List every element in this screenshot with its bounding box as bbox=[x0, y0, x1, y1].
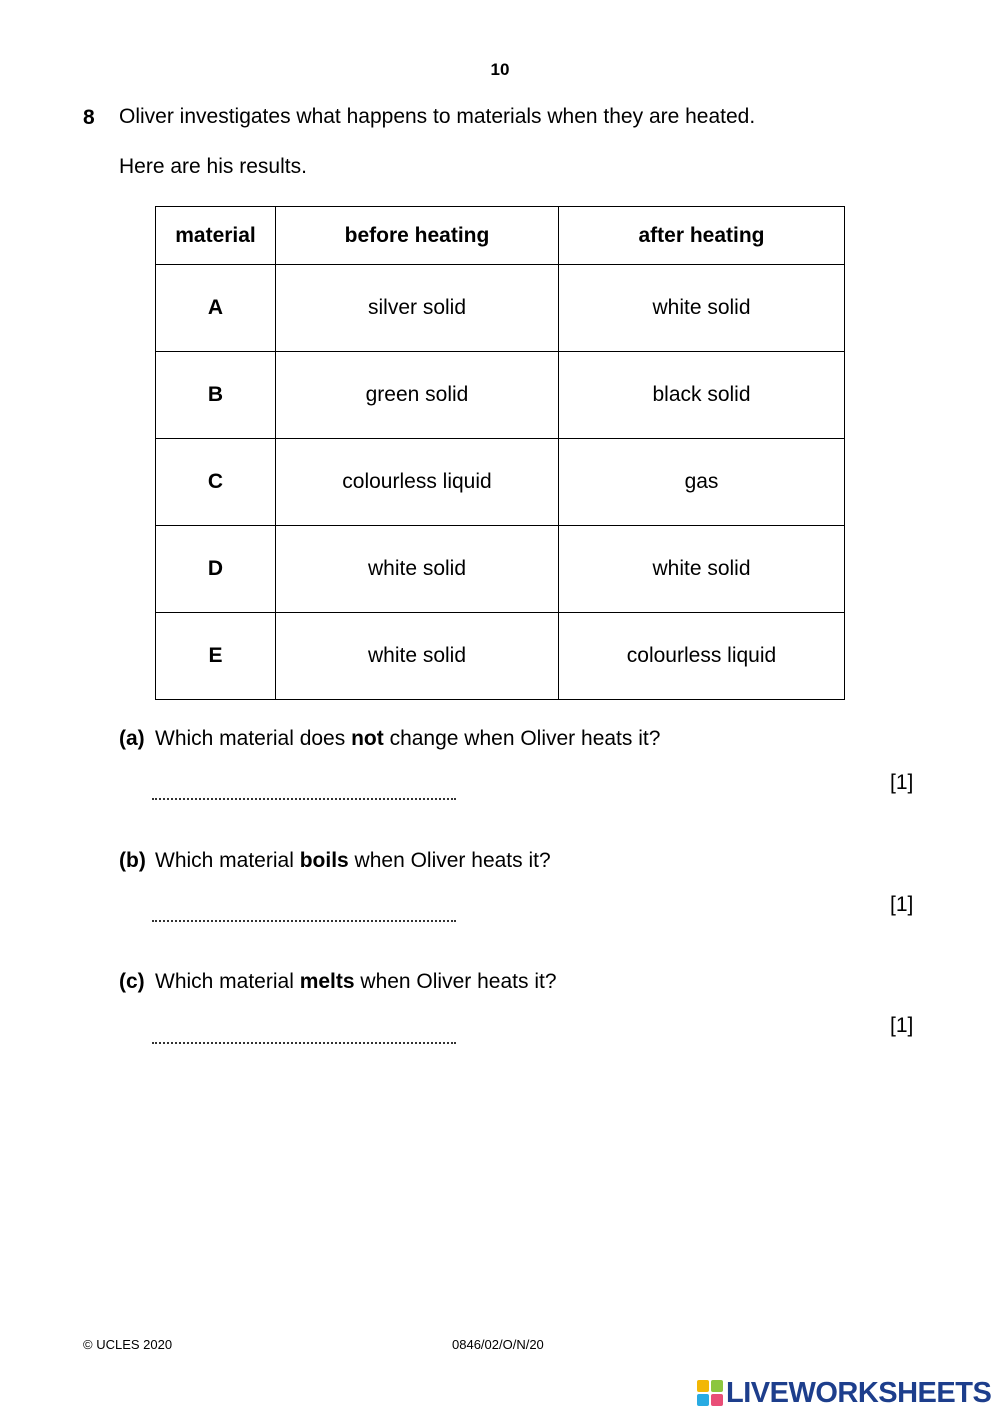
table-row bbox=[156, 526, 845, 613]
header-after-heating: after heating bbox=[559, 207, 845, 265]
table-header-row bbox=[156, 207, 845, 265]
answer-a-input[interactable] bbox=[152, 778, 456, 800]
footer-paper-code: 0846/02/O/N/20 bbox=[452, 1337, 544, 1352]
material-cell: D bbox=[156, 526, 276, 613]
part-c-marks: [1] bbox=[890, 1014, 914, 1037]
liveworksheets-logo bbox=[697, 1378, 991, 1408]
part-c-text-before: Which material bbox=[155, 970, 300, 993]
material-cell: C bbox=[156, 439, 276, 526]
question-stem: Oliver investigates what happens to materials when they are heated. bbox=[119, 105, 756, 128]
material-cell: A bbox=[156, 265, 276, 352]
table-row bbox=[156, 265, 845, 352]
part-a-question bbox=[119, 727, 660, 751]
material-cell: E bbox=[156, 613, 276, 700]
part-b-emphasis: boils bbox=[299, 849, 349, 872]
answer-b-input[interactable] bbox=[152, 900, 456, 922]
after-cell: white solid bbox=[559, 526, 845, 613]
header-before-heating: before heating bbox=[276, 207, 559, 265]
footer-copyright: © UCLES 2020 bbox=[83, 1337, 173, 1352]
before-cell: silver solid bbox=[276, 265, 559, 352]
liveworksheets-logo-text: LIVEWORKSHEETS bbox=[726, 1376, 992, 1409]
part-c-question bbox=[119, 970, 557, 994]
after-cell: black solid bbox=[559, 352, 845, 439]
part-c-label: (c) bbox=[119, 970, 145, 993]
question-intro: Here are his results. bbox=[119, 155, 307, 178]
page-number: 10 bbox=[490, 60, 510, 79]
table-row bbox=[156, 439, 845, 526]
part-b-label: (b) bbox=[119, 849, 146, 872]
part-b-marks: [1] bbox=[890, 893, 914, 916]
part-a-text-before: Which material does bbox=[155, 727, 352, 750]
before-cell: white solid bbox=[276, 526, 559, 613]
part-b-question bbox=[119, 849, 551, 873]
material-cell: B bbox=[156, 352, 276, 439]
before-cell: white solid bbox=[276, 613, 559, 700]
header-material: material bbox=[156, 207, 276, 265]
question-number: 8 bbox=[83, 106, 95, 129]
part-b-text-before: Which material bbox=[155, 849, 300, 872]
after-cell: gas bbox=[559, 439, 845, 526]
before-cell: colourless liquid bbox=[276, 439, 559, 526]
part-b-text-after: when Oliver heats it? bbox=[348, 849, 551, 872]
table-row bbox=[156, 613, 845, 700]
table-row bbox=[156, 352, 845, 439]
part-c-emphasis: melts bbox=[299, 970, 355, 993]
liveworksheets-logo-icon bbox=[697, 1380, 723, 1406]
before-cell: green solid bbox=[276, 352, 559, 439]
part-a-label: (a) bbox=[119, 727, 145, 750]
after-cell: white solid bbox=[559, 265, 845, 352]
answer-c-input[interactable] bbox=[152, 1022, 456, 1044]
part-c-text-after: when Oliver heats it? bbox=[354, 970, 557, 993]
part-a-text-after: change when Oliver heats it? bbox=[383, 727, 661, 750]
results-table bbox=[155, 206, 845, 700]
part-a-marks: [1] bbox=[890, 771, 914, 794]
part-a-emphasis: not bbox=[351, 727, 384, 750]
after-cell: colourless liquid bbox=[559, 613, 845, 700]
